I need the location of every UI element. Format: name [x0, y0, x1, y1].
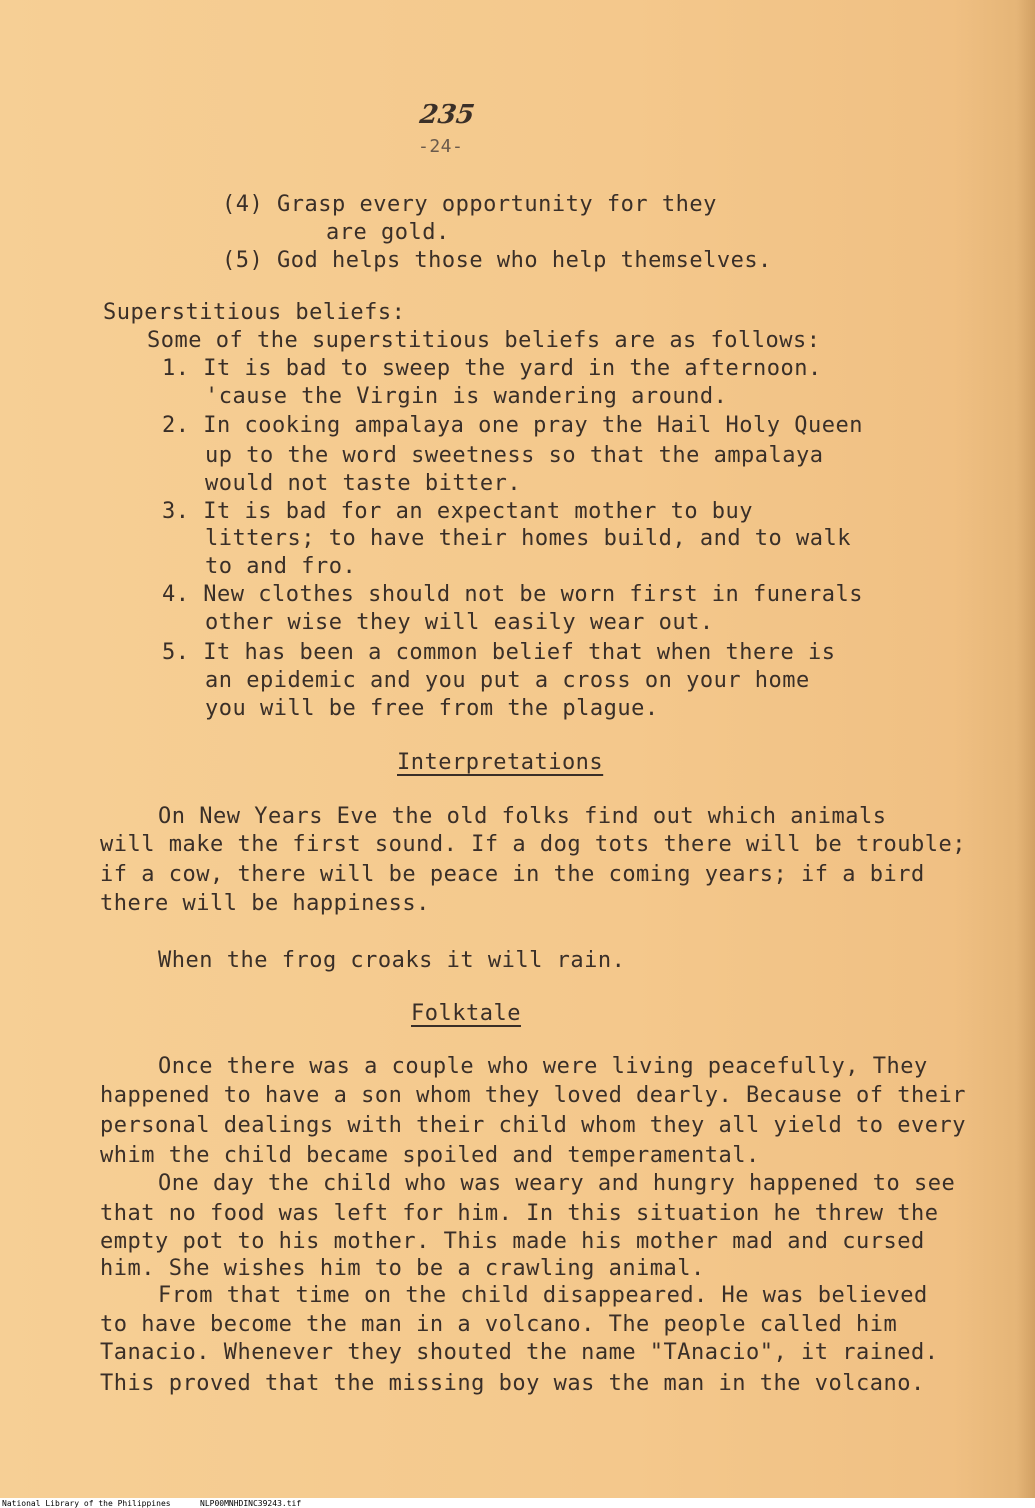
interpretation-line: When the frog croaks it will rain. — [158, 948, 626, 973]
folktale-line: One day the child who was weary and hungry happened to see — [158, 1171, 956, 1196]
superstition-line: to and fro. — [205, 554, 357, 579]
proverb-line: are gold. — [326, 220, 450, 245]
folktale-line: This proved that the missing boy was the man in the volcano. — [100, 1371, 925, 1396]
superstition-line: 'cause the Virgin is wandering around. — [205, 384, 728, 409]
section-heading-folktale: Folktale — [411, 1001, 521, 1026]
proverb-line: (5) God helps those who help themselves. — [222, 248, 772, 273]
interpretation-line: will make the first sound. If a dog tots there will be trouble; — [100, 832, 966, 857]
folktale-line: From that time on the child disappeared. He was believed — [158, 1283, 928, 1308]
folktale-line: to have become the man in a volcano. The people called him — [100, 1312, 898, 1337]
superstition-line: litters; to have their homes build, and to walk — [205, 526, 852, 551]
footer-institution: National Library of the Philippines — [2, 1499, 171, 1508]
superstition-line: would not taste bitter. — [205, 471, 522, 496]
interpretation-line: if a cow, there will be peace in the coming years; if a bird — [100, 862, 925, 887]
page-edge-shadow — [1017, 0, 1035, 1500]
superstition-line: 5. It has been a common belief that when there is — [162, 640, 836, 665]
superstition-line: an epidemic and you put a cross on your home — [205, 668, 810, 693]
folktale-line: empty pot to his mother. This made his mother mad and cursed — [100, 1229, 925, 1254]
handwritten-page-number: 235 — [417, 100, 477, 130]
folktale-line: him. She wishes him to be a crawling animal. — [100, 1256, 705, 1281]
typed-page-number: -24- — [418, 136, 464, 157]
superstition-line: 4. New clothes should not be worn first in funerals — [162, 582, 864, 607]
interpretation-line: there will be happiness. — [100, 891, 430, 916]
proverb-line: (4) Grasp every opportunity for they — [222, 192, 717, 217]
interpretation-line: On New Years Eve the old folks find out which animals — [158, 804, 887, 829]
footer-filename: NLP00MNHDINC39243.tif — [200, 1499, 302, 1508]
folktale-line: that no food was left for him. In this situation he threw the — [100, 1201, 939, 1226]
superstition-line: up to the word sweetness so that the ampalaya — [205, 443, 824, 468]
superstition-line: other wise they will easily wear out. — [205, 610, 714, 635]
superstition-line: 3. It is bad for an expectant mother to buy — [162, 499, 754, 524]
folktale-line: Tanacio. Whenever they shouted the name "TAnacio", it rained. — [100, 1340, 939, 1365]
superstition-line: 1. It is bad to sweep the yard in the afternoon. — [162, 356, 822, 381]
folktale-line: whim the child became spoiled and temperamental. — [100, 1143, 760, 1168]
section-heading-superstitions: Superstitious beliefs: — [103, 300, 406, 325]
folktale-line: Once there was a couple who were living peacefully, They — [158, 1054, 928, 1079]
folktale-line: personal dealings with their child whom they all yield to every — [100, 1113, 966, 1138]
folktale-line: happened to have a son whom they loved dearly. Because of their — [100, 1083, 966, 1108]
superstition-line: you will be free from the plague. — [205, 696, 659, 721]
section-heading-interpretations: Interpretations — [397, 750, 604, 775]
superstition-line: 2. In cooking ampalaya one pray the Hail Holy Queen — [162, 413, 864, 438]
superstitions-intro: Some of the superstitious beliefs are as follows: — [147, 328, 821, 353]
